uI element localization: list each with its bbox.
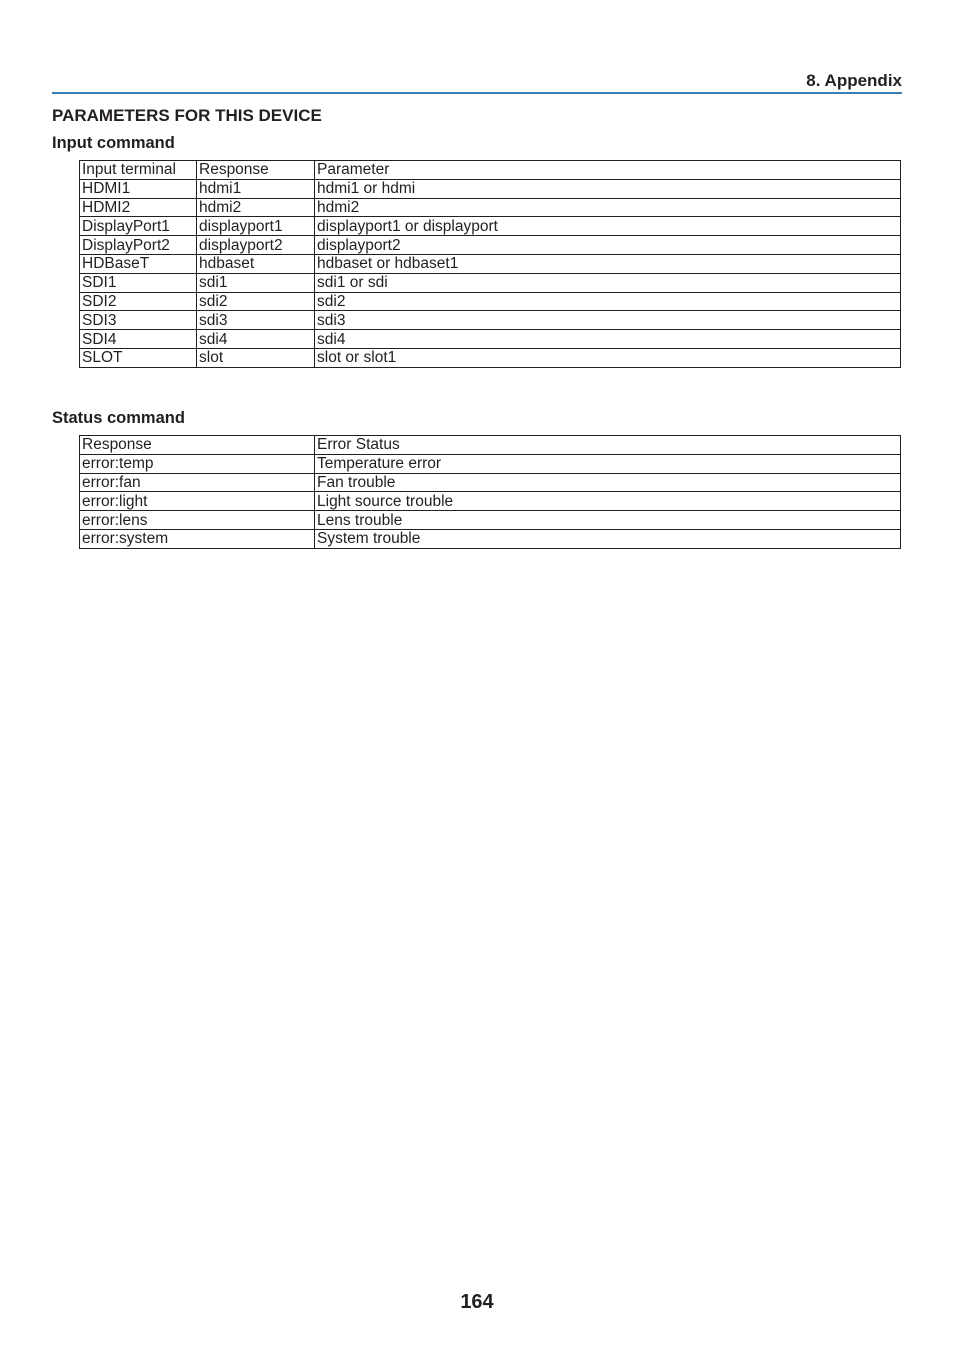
table-cell: SDI2 [80, 292, 197, 311]
section-title: PARAMETERS FOR THIS DEVICE [52, 106, 322, 125]
column-header: Error Status [315, 436, 901, 455]
table-cell: sdi1 or sdi [315, 273, 901, 292]
table-row [80, 473, 901, 492]
column-header: Parameter [315, 161, 901, 180]
table-cell: HDMI1 [80, 179, 197, 198]
status-command-heading: Status command [52, 409, 185, 427]
table-cell: Light source trouble [315, 492, 901, 511]
table-cell: displayport2 [197, 236, 315, 255]
page-number: 164 [460, 1291, 494, 1313]
column-header: Response [197, 161, 315, 180]
table-row [80, 217, 901, 236]
table-row [80, 311, 901, 330]
table-cell: Temperature error [315, 454, 901, 473]
table-cell: sdi1 [197, 273, 315, 292]
table-cell: sdi2 [315, 292, 901, 311]
table-cell: displayport1 [197, 217, 315, 236]
table-row [80, 492, 901, 511]
table-cell: Lens trouble [315, 511, 901, 530]
table-cell: SDI3 [80, 311, 197, 330]
table-cell: error:lens [80, 511, 315, 530]
table-cell: sdi4 [197, 330, 315, 349]
table-cell: DisplayPort1 [80, 217, 197, 236]
table-cell: System trouble [315, 529, 901, 548]
table-cell: hdmi1 [197, 179, 315, 198]
table-cell: hdbaset [197, 254, 315, 273]
table-cell: error:temp [80, 454, 315, 473]
table-cell: sdi3 [315, 311, 901, 330]
table-cell: slot or slot1 [315, 348, 901, 367]
column-header: Response [80, 436, 315, 455]
table-header-row [80, 161, 901, 180]
chapter-title: 8. Appendix [806, 71, 902, 90]
table-cell: hdmi1 or hdmi [315, 179, 901, 198]
table-cell: Fan trouble [315, 473, 901, 492]
table-row [80, 236, 901, 255]
table-row [80, 454, 901, 473]
table-cell: DisplayPort2 [80, 236, 197, 255]
input-command-table [79, 160, 901, 368]
page-header [52, 60, 902, 94]
table-cell: SLOT [80, 348, 197, 367]
table-cell: sdi2 [197, 292, 315, 311]
column-header: Input terminal [80, 161, 197, 180]
table-row [80, 254, 901, 273]
table-row [80, 198, 901, 217]
table-header-row [80, 436, 901, 455]
table-cell: hdmi2 [315, 198, 901, 217]
table-cell: hdbaset or hdbaset1 [315, 254, 901, 273]
table-cell: SDI4 [80, 330, 197, 349]
table-row [80, 292, 901, 311]
table-cell: sdi3 [197, 311, 315, 330]
table-cell: HDMI2 [80, 198, 197, 217]
table-row [80, 348, 901, 367]
input-command-heading: Input command [52, 134, 175, 152]
table-row [80, 511, 901, 530]
table-cell: displayport2 [315, 236, 901, 255]
table-row [80, 330, 901, 349]
table-cell: hdmi2 [197, 198, 315, 217]
table-cell: error:fan [80, 473, 315, 492]
table-cell: error:system [80, 529, 315, 548]
table-row [80, 529, 901, 548]
table-cell: slot [197, 348, 315, 367]
table-cell: displayport1 or displayport [315, 217, 901, 236]
table-cell: HDBaseT [80, 254, 197, 273]
table-row [80, 273, 901, 292]
status-command-table [79, 435, 901, 549]
table-cell: sdi4 [315, 330, 901, 349]
table-cell: error:light [80, 492, 315, 511]
table-cell: SDI1 [80, 273, 197, 292]
table-row [80, 179, 901, 198]
